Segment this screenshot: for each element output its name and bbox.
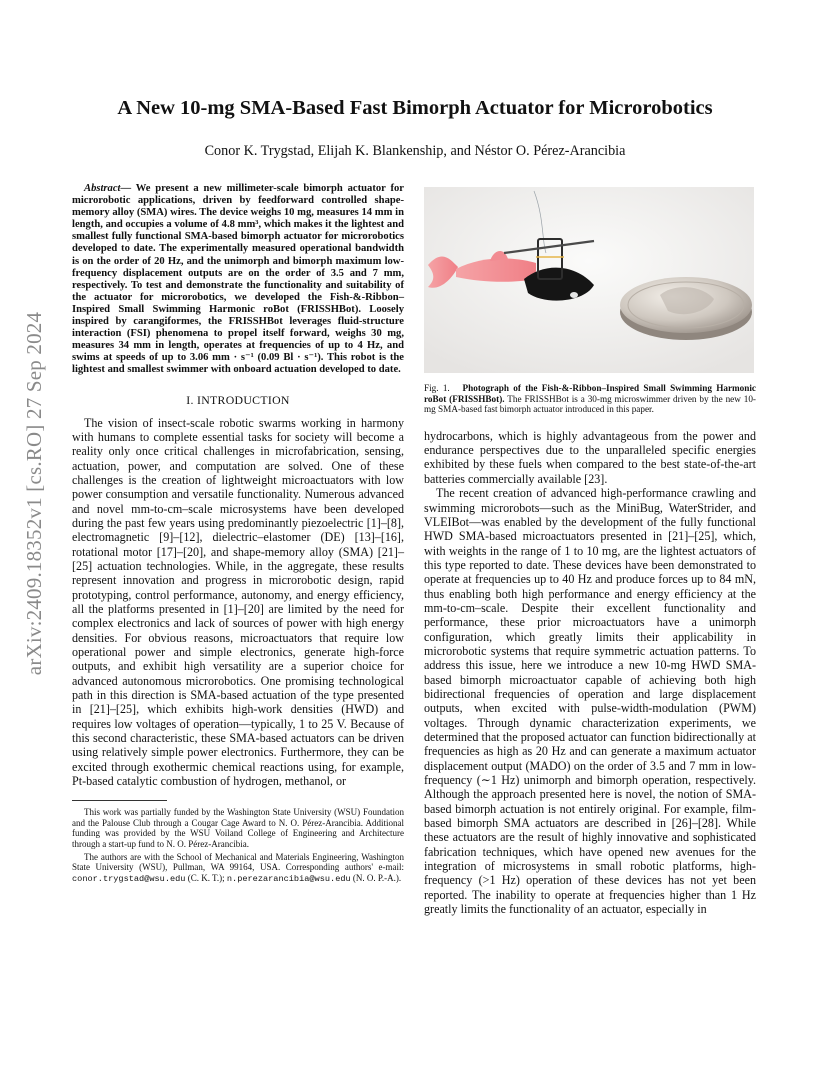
author-list: Conor K. Trygstad, Elijah K. Blankenship, and Néstor O. Pérez-Arancibia [204,143,626,159]
email-link-trygstad[interactable]: conor.trygstad@wsu.edu [72,873,186,884]
second-paragraph: The recent creation of advanced high-performance crawling and swimming microrobots—such as the MiniBug, WaterStrider, and VLEIBot—was enabled by the development of the fully functional HWD SMA-based microactuators presented in [21]–[25], which, with weights in the range of 1 to 10 mg, are the lightest actuators of this type reported to date. These devices have been demonstrated to operate at frequencies up to 40 Hz and produce forces up to 84 mN, thus enabling both high performance and energy efficiency at the mm-to-cm–scale. Despite their excellent functionality and performance, these prior microactuators have a unimorph configuration, which greatly limits their applicability in microrobotic systems that require symmetric actuation patterns. To address this issue, here we introduce a new 10-mg HWD SMA-based bimorph microactuator capable of achieving both high bidirectional frequencies of operation and large displacement outputs, when excited with pulse-width-modulation (PWM) voltages. Through dynamic characterization experiments, we determined that the proposed actuator can function bidirectionally at frequencies as high as 20 Hz and can generate a maximum actuator displacement output (MADO) on the order of 3.5 and 7 mm in low-frequency (∼1 Hz) unimorph and bimorph operation, respectively. Although the approach presented here is novel, the notion of SMA-based bimorph actuation is not entirely original. For example, film-based bimorph SMA actuators are described in [26]–[28]. While these actuators are the result of highly innovative and sophisticated fabrication techniques, which have opened new avenues for the integration of microsystems in small robotic platforms, high-frequency (>1 Hz) operation of these devices has not yet been reported. The inability to operate at frequencies higher than 1 Hz greatly limits the functionality of an actuator, especially in [424,486,756,917]
figure-1-caption-rest: The FRISSHBot is a 30-mg microswimmer driven by the new 10-mg SMA-based fast bimorph actuator introduced in this paper. [424,393,756,415]
hull-hole [570,292,578,298]
frisshbot-photo-illustration [424,187,754,373]
right-body-text [424,429,756,917]
arxiv-identifier-sidebar [22,288,48,698]
figure-1-caption [424,383,756,415]
footnote-divider [72,800,167,801]
figure-1-label: Fig. 1. [424,383,450,393]
coin-quarter [620,277,752,340]
left-column [72,183,404,887]
abstract-lead: Abstract [84,183,121,194]
abstract [72,183,404,377]
figure-1-caption-bold: Photograph of the Fish-&-Ribbon–Inspired Small Swimming Harmonic roBot [424,383,757,404]
section-heading-introduction: I. INTRODUCTION [186,392,290,407]
figure-1-caption-bold-acronym: (FRISSHBot). [449,393,505,404]
email-tag-perez-arancibia: (N. O. P.-A.). [352,872,402,883]
figure-1-photo [424,187,754,373]
intro-paragraph: The vision of insect-scale robotic swarms working in harmony with humans to complete essential tasks for society will become a reality only once critical challenges in microfabrication, sensing, actuation, power, and computation are solved. One of these challenges is the creation of lightweight microactuators with low power consumption and versatile functionality. Numerous advanced and novel mm-to-cm–scale microsystems have been developed during the past few years using predominantly piezoelectric [1]–[8], electromagnetic [9]–[12], dielectric–elastomer (DE) [13]–[16], rotational motor [17]–[20], and shape-memory alloy (SMA) [21]–[25] actuation technologies. While, in the aggregate, these results represent innovation and progress in microrobotic design, rapid prototyping, control performance, autonomy, and energy efficiency, all the platforms presented in [1]–[20] are limited by the need for complex electronics and lack of sources of power with high energy densities. For obvious reasons, microactuators that require low operational power and simple electronics, generate high-force outputs, and exhibit high versatility are a superior choice for advanced autonomous microrobotics. One promising technological path in this direction is SMA-based actuation of the type presented in [21]–[25], which exhibits high-work densities (HWD) and requires low voltages of operation—typically, 1 to 25 V. Because of this second characteristic, these SMA-based actuators can be driven using relatively simple power electronics. Furthermore, they can be excited through exothermic chemical reactions using, for example, Pt-based catalytic combustion of hydrogen, methanol, or [72,415,404,789]
right-column [424,183,756,916]
affiliation-text: The authors are with the School of Mechanical and Materials Engineering, Washington State University (WSU), Pullman, WA 99164, USA. Corresponding authors' e-mail: [72,852,404,873]
affiliation-footnote [72,852,404,884]
arxiv-identifier: arXiv:2409.18352v1 [cs.RO] 27 Sep 2024 [22,311,47,675]
abstract-text: — We present a new millimeter-scale bimorph actuator for microrobotic applications, driven by feedforward controlled shape-memory alloy (SMA) wires. The device weighs 10 mg, measures 14 mm in length, and occupies a volume of 4.8 mm³, which makes it the lightest and smallest fully functional SMA-based bimorph actuator for microrobotics developed to date. The experimentally measured operational bandwidth is on the order of 20 Hz, and the unimorph and bimorph maximum low-frequency displacement outputs are on the order of 3.5 and 7 mm, respectively. To test and demonstrate the functionality and suitability of the actuator for microrobotics, we developed the Fish-&-Ribbon–Inspired Small Swimming Harmonic roBot (FRISSHBot). Loosely inspired by carangiformes, the FRISSHBot leverages fluid-structure interaction (FSI) phenomena to propel itself forward, weighs 30 mg, measures 34 mm in length, operates at frequencies of up to 4 Hz, and swims at speeds of up to 3.06 mm · s⁻¹ (0.09 Bl · s⁻¹). This robot is the lightest and smallest swimmer with onboard actuation developed to date. [72,183,404,376]
email-tag-trygstad: (C. K. T.); [187,872,225,883]
email-link-perez-arancibia[interactable]: n.perezarancibia@wsu.edu [226,873,351,884]
paper-title: A New 10-mg SMA-Based Fast Bimorph Actuator for Microrobotics [117,97,713,119]
continued-paragraph: hydrocarbons, which is highly advantageous from the power and endurance perspectives due to the unparalleled specific energies exhibited by these fuels when compared to the best state-of-the-art batteries commercially available [23]. [424,428,756,486]
funding-footnote: This work was partially funded by the Washington State University (WSU) Foundation and the Palouse Club through a Cougar Cage Award to N. O. Pérez-Arancibia. Additional funding was provided by the WSU Voiland College of Engineering and Architecture through a start-up fund to N. O. Pérez-Arancibia. [72,807,404,849]
